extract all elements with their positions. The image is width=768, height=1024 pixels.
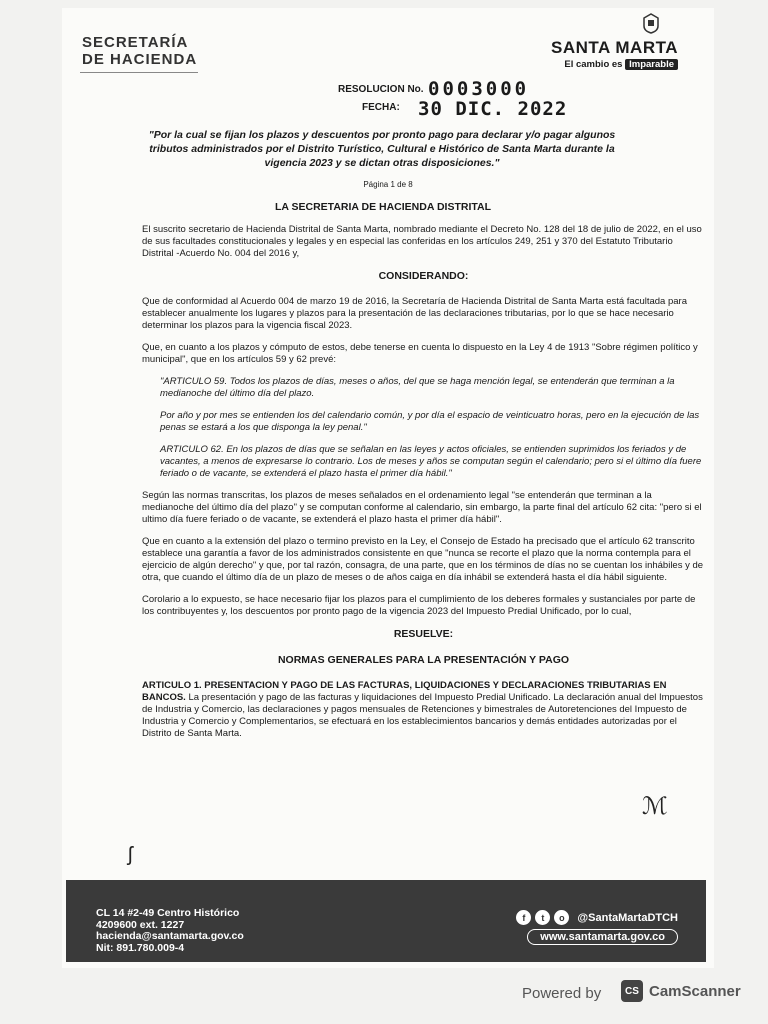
- santa-marta-logo: SANTA MARTA El cambio es Imparable: [551, 12, 678, 70]
- date-value: 30 DIC. 2022: [418, 98, 568, 120]
- paragraph: Que en cuanto a la extensión del plazo o termino previsto en la Ley, el Consejo de Estado ha precisado que el artículo 62 transcrito establece una garantía a favor de los administrados consistente en que "nunca se recorte el plazo que la norma contempla para el ejercicio de algún derecho" y que, por tal razón, consagra, de una parte, que en los términos de días no se cuentan los inhábiles y de otra, que cuando el último día de un plazo de meses o de años caiga en día inhábil se extenderá hasta el día hábil siguiente.: [142, 536, 704, 583]
- secretaria-logo: SECRETARÍA DE HACIENDA: [82, 34, 198, 68]
- powered-by-text: Powered by: [522, 985, 602, 1002]
- normas-heading: NORMAS GENERALES PARA LA PRESENTACIÓN Y PAGO: [277, 654, 570, 666]
- initial-mark: ʃ: [128, 844, 133, 866]
- resuelve-heading: RESUELVE:: [393, 628, 454, 640]
- considerando-heading: CONSIDERANDO:: [378, 270, 469, 282]
- facebook-icon: f: [516, 910, 531, 925]
- document-body: [142, 224, 705, 750]
- camscanner-brand: CS CamScanner: [621, 980, 741, 1002]
- page-indicator: Página 1 de 8: [363, 180, 413, 189]
- social-handle: @SantaMartaDTCH: [577, 911, 678, 924]
- section-title: LA SECRETARIA DE HACIENDA DISTRITAL: [274, 201, 492, 213]
- resolution-label: RESOLUCION No.: [338, 84, 424, 95]
- website-link: www.santamarta.gov.co: [527, 929, 678, 945]
- paragraph: Según las normas transcritas, los plazos de meses señalados en el ordenamiento legal "se entenderán que terminan a la medianoche del último día del plazo" y se computan conforme al calendario, sin embargo, la parte final del artículo 62 cita: "pero si el ultimo día fuere feriado o de vacante, se extenderá el plazo hasta el primer día hábil".: [142, 490, 702, 525]
- contact-info: CL 14 #2-49 Centro Histórico 4209600 ext. 1227 hacienda@santamarta.gov.co Nit: 891.780.009-4: [96, 907, 244, 954]
- footer-bar: [66, 880, 706, 962]
- resolution-number: 0003000: [428, 78, 530, 100]
- quote-paragraph: "ARTICULO 59. Todos los plazos de días, meses o años, del que se haga mención legal, se entenderán que terminan a la medianoche del último día del plazo.: [160, 376, 675, 399]
- document-title: "Por la cual se fijan los plazos y descuentos por pronto pago para declarar y/o pagar algunos tributos administrados por el Distrito Turístico, Cultural e Histórico de Santa Marta durante la vigencia 2023 y se dictan otras disposiciones.": [148, 129, 616, 169]
- paragraph: Que de conformidad al Acuerdo 004 de marzo 19 de 2016, la Secretaría de Hacienda Distrital de Santa Marta está facultada para establecer anualmente los lugares y plazos para la presentación de las declaraciones tributarias, por lo que se hace necesario determinar los plazos para la vigencia fiscal 2023.: [142, 296, 687, 331]
- instagram-icon: o: [554, 910, 569, 925]
- document-page: [62, 8, 714, 968]
- crest-icon: [642, 12, 660, 34]
- article-1-text: La presentación y pago de las facturas y liquidaciones del Impuesto Predial Unificado. La declaración anual del Impuestos de Industria y Comercio, las declaraciones y pagos mensuales de Retenciones y bimestrales de Autoretenciones del Impuesto de Industria y Comercio y Complementarios, se efectuará en los establecimientos bancarios y demás entidades autorizadas por el Distrito de Santa Marta.: [142, 692, 703, 739]
- signature-mark: ℳ: [642, 793, 668, 820]
- logo-underline: [80, 72, 198, 73]
- paragraph: Corolario a lo expuesto, se hace necesario fijar los plazos para el cumplimiento de los deberes formales y sustanciales por parte de los contribuyentes y, los descuentos por pronto pago de la vigencia 2023 del Impuesto Predial Unificado, por lo cual,: [142, 594, 696, 617]
- quote-paragraph: Por año y por mes se entienden los del calendario común, y por día el espacio de veinticuatro horas, pero en la ejecución de las penas se estará a los que disponga la ley penal.": [160, 410, 700, 433]
- article-1-title: ARTICULO 1. PRESENTACION Y PAGO DE LAS FACTURAS, LIQUIDACIONES Y DECLARACIONES TRIBUTARIAS EN BANCOS.: [142, 680, 667, 703]
- camscanner-icon: CS: [621, 980, 643, 1002]
- intro-paragraph: El suscrito secretario de Hacienda Distrital de Santa Marta, nombrado mediante el Decreto No. 128 del 18 de julio de 2022, en el uso de sus facultades constitucionales y legales y en especial las conferidas en los artículos 249, 251 y 370 del Estatuto Tributario Distrital -Acuerdo No. 004 del 2016 y,: [142, 224, 702, 259]
- social-info: [516, 910, 678, 945]
- quote-paragraph: ARTICULO 62. En los plazos de días que se señalan en las leyes y actos oficiales, se entienden suprimidos los feriados y de vacantes, a menos de expresarse lo contrario. Los de meses y años se computan según el calendario; pero si el último día fuere feriado o de vacante, se extenderá el plazo hasta el primer día hábil.": [160, 444, 702, 479]
- paragraph: Que, en cuanto a los plazos y cómputo de estos, debe tenerse en cuenta lo dispuesto en la Ley 4 de 1913 "Sobre régimen político y municipal", que en los artículos 59 y 62 prevé:: [142, 342, 698, 365]
- twitter-icon: t: [535, 910, 550, 925]
- date-label: FECHA:: [362, 102, 400, 113]
- slogan: El cambio es Imparable: [551, 59, 678, 70]
- article-1: [142, 680, 705, 740]
